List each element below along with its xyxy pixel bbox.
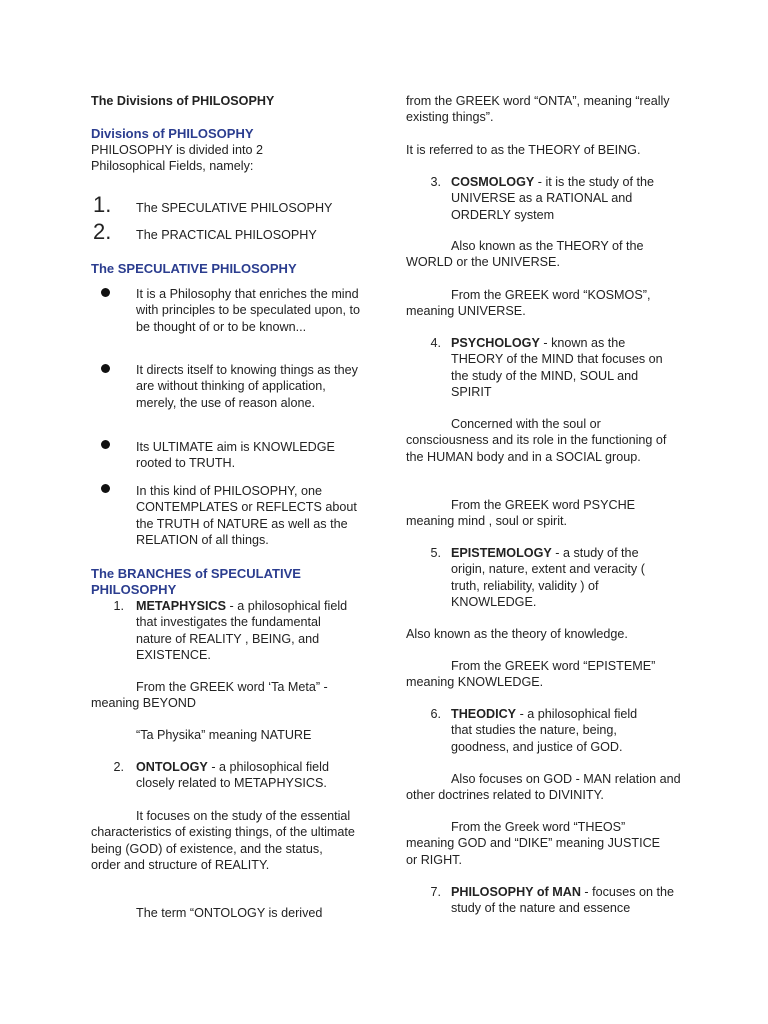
branch-etymology: From the GREEK word PSYCHE meaning mind , soul or spirit. [406, 498, 636, 529]
branch-etymology: From the Greek word “THEOS” meaning GOD and “DIKE” meaning JUSTICE or RIGHT. [406, 820, 661, 867]
bullet-icon [101, 440, 110, 449]
branches-heading: The BRANCHES of SPECULATIVE PHILOSOPHY [91, 566, 301, 598]
branch-paragraph: The term “ONTOLOGY is derived [136, 906, 323, 920]
branch-philosophy-of-man [451, 884, 693, 917]
bullet-item: Its ULTIMATE aim is KNOWLEDGE rooted to TRUTH. [136, 440, 335, 471]
branch-epistemology [451, 545, 663, 610]
branch-number: 7. [430, 885, 441, 899]
branch-desc: - known as the THEORY of the MIND that focuses on the study of the MIND, SOUL and SPIRIT [451, 336, 663, 399]
branch-number: 3. [430, 175, 441, 189]
branch-name: METAPHYSICS [136, 599, 227, 613]
branch-desc: - a philosophical field that studies the nature, being, goodness, and justice of GOD. [451, 707, 638, 754]
divisions-heading: Divisions of PHILOSOPHY [91, 126, 254, 141]
division-number: 2. [93, 219, 112, 244]
bullet-icon [101, 288, 110, 297]
branch-number: 2. [113, 760, 124, 774]
branch-paragraph: Also known as the THEORY of the WORLD or the UNIVERSE. [406, 239, 644, 270]
branch-number: 5. [430, 546, 441, 560]
branch-desc: - focuses on the study of the nature and essence [451, 885, 675, 916]
speculative-heading: The SPECULATIVE PHILOSOPHY [91, 261, 297, 276]
branch-desc: - a study of the origin, nature, extent and veracity ( truth, reliability, validity ) of KNOWLEDGE. [451, 546, 645, 609]
branch-metaphysics [136, 598, 350, 663]
branch-etymology: From the GREEK word “KOSMOS”, meaning UNIVERSE. [406, 288, 651, 319]
document-title: The Divisions of PHILOSOPHY [91, 94, 275, 108]
bullet-icon [101, 484, 110, 493]
branch-desc: - a philosophical field closely related to METAPHYSICS. [136, 760, 329, 791]
branch-name: ONTOLOGY [136, 760, 208, 774]
branch-paragraph: Also known as the theory of knowledge. [406, 627, 628, 641]
branch-paragraph: Also focuses on GOD - MAN relation and other doctrines related to DIVINITY. [406, 772, 681, 803]
bullet-item: It directs itself to knowing things as they are without thinking of application, merely, the use of reason alone. [136, 363, 358, 410]
branch-etymology: From the GREEK word “EPISTEME” meaning KNOWLEDGE. [406, 659, 656, 690]
branch-desc: - it is the study of the UNIVERSE as a RATIONAL and ORDERLY system [451, 175, 654, 222]
branch-psychology [451, 335, 679, 400]
branch-paragraph: It focuses on the study of the essential characteristics of existing things, of the ultimate being (GOD) of existence, and the status, order and structure of REALITY. [91, 809, 355, 872]
branch-cosmology [451, 174, 681, 223]
bullet-item: In this kind of PHILOSOPHY, one CONTEMPLATES or REFLECTS about the TRUTH of NATURE as well as the RELATION of all things. [136, 484, 357, 547]
branch-etymology: From the GREEK word ‘Ta Meta” - meaning BEYOND [91, 680, 328, 711]
branch-number: 6. [430, 707, 441, 721]
branch-name: COSMOLOGY [451, 175, 535, 189]
branch-desc: - a philosophical field that investigates the fundamental nature of REALITY , BEING, and EXISTENCE. [136, 599, 348, 662]
branch-number: 1. [113, 599, 124, 613]
branch-ontology [136, 759, 356, 792]
division-item: The PRACTICAL PHILOSOPHY [136, 228, 317, 242]
branch-theodicy [451, 706, 661, 755]
branch-name: PHILOSOPHY of MAN [451, 885, 581, 899]
branch-name: PSYCHOLOGY [451, 336, 540, 350]
branch-paragraph: from the GREEK word “ONTA”, meaning “really existing things”. [406, 94, 670, 125]
branch-paragraph: It is referred to as the THEORY of BEING. [406, 143, 641, 157]
branch-name: THEODICY [451, 707, 517, 721]
branch-etymology: “Ta Physika” meaning NATURE [136, 728, 312, 742]
branch-name: EPISTEMOLOGY [451, 546, 552, 560]
branch-number: 4. [430, 336, 441, 350]
branch-paragraph: Concerned with the soul or consciousness and its role in the functioning of the HUMAN body and in a SOCIAL group. [406, 417, 667, 464]
bullet-icon [101, 364, 110, 373]
divisions-intro: PHILOSOPHY is divided into 2 Philosophical Fields, namely: [91, 143, 263, 174]
division-item: The SPECULATIVE PHILOSOPHY [136, 201, 333, 215]
bullet-item: It is a Philosophy that enriches the mind with principles to be speculated upon, to be thought of or to be known... [136, 287, 361, 334]
division-number: 1. [93, 192, 112, 217]
